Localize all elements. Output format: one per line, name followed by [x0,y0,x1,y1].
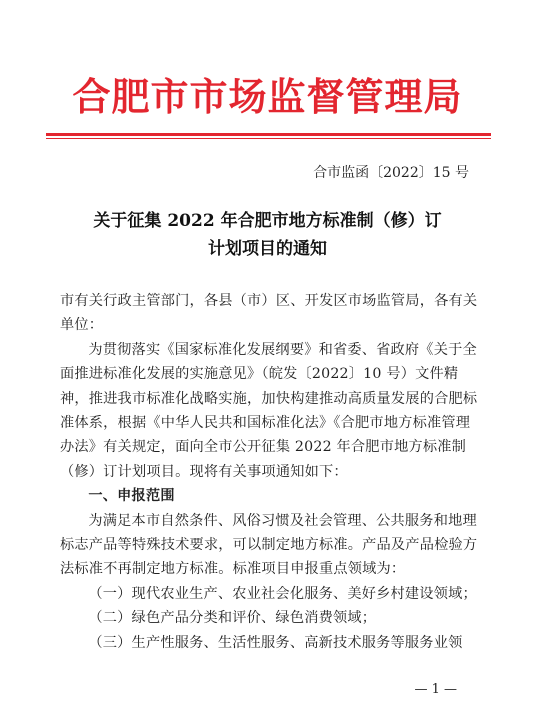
list-item: （二）绿色产品分类和评价、绿色消费领域； [88,610,377,627]
header-red-rule-thin [46,138,491,139]
section-paragraph: 为满足本市自然条件、风俗习惯及社会管理、公共服务和地理标志产品等特殊技术要求，可以制定地方标准。产品及产品检验方法标准不再制定地方标准。标准项目申报重点领域为： [60,512,478,578]
section-heading: 一、申报范围 [88,488,175,505]
document-title [60,207,475,263]
agency-header-title: 合肥市市场监督管理局 [72,74,463,119]
list-item: （一）现代农业生产、农业社会化服务、美好乡村建设领域； [88,585,477,602]
salutation: 市有关行政主管部门，各县（市）区、开发区市场监管局，各有关单位： [60,293,478,334]
list-item: （三）生产性服务、生活性服务、高新技术服务等服务业领 [88,634,463,651]
page-number: — 1 — [414,682,457,697]
document-body [60,289,480,655]
header-red-rule [46,133,491,136]
document-number: 合市监函〔2022〕15 号 [313,165,469,181]
document-title-line-1: 关于征集 2022 年合肥市地方标准制（修）订 [93,211,442,231]
intro-paragraph: 为贯彻落实《国家标准化发展纲要》和省委、省政府《关于全面推进标准化发展的实施意见》（皖发〔2022〕10 号）文件精神，推进我市标准化战略实施，加快构建推动高质量发展的合肥标准体系，根据《中华人民共和国标准化法》《合肥市地方标准管理办法》有关规定，面向全市公开征集 2022 年合肥市地方标准制（修）订计划项目。现将有关事项通知如下： [60,341,478,480]
document-title-line-2: 计划项目的通知 [208,239,327,259]
